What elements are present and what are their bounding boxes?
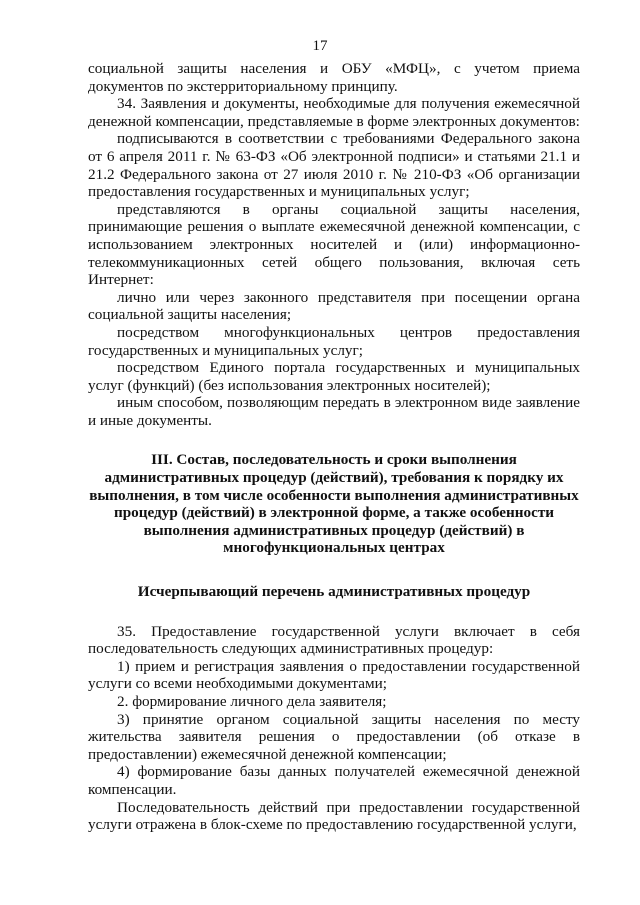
list-item: 2. формирование личного дела заявителя; [117,693,387,710]
paragraph: 35. Предоставление государственной услуги включает в себя последовательность следующих административных процедур: [88,622,580,658]
paragraph: подписываются в соответствии с требованиями Федерального закона от 6 апреля 2011 г. № 63-ФЗ «Об электронной подписи» и статьями 21.1 и 21.2 Федерального закона от 27 июля 2010 г. № 210-ФЗ «Об организации предоставления государственных и муниципальных услуг; [88,130,580,201]
list-item: 4) формирование базы данных получателей ежемесячной денежной компенсации. [88,763,580,798]
list-item: 1) прием и регистрация заявления о предоставлении государственной услуги со всеми необходимыми документами; [88,657,580,693]
paragraph: посредством Единого портала государственных и муниципальных услуг (функций) (без использования электронных носителей); [88,359,580,394]
paragraph: лично или через законного представителя при посещении органа социальной защиты населения; [88,288,580,324]
page-number: 17 [312,38,328,54]
paragraph: представляются в органы социальной защиты населения, принимающие решения о выплате ежемесячной денежной компенсации, с использованием электронных носителей и (или) информационно-телекоммуникационных сетей общего пользования, включая сеть Интернет: [88,200,580,289]
paragraph: иным способом, позволяющим передать в электронном виде заявление и иные документы. [88,394,580,429]
paragraph: посредством многофункциональных центров предоставления государственных и муниципальных услуг; [88,323,580,359]
subsection-heading: Исчерпывающий перечень административных процедур [137,583,531,601]
paragraph: Последовательность действий при предоставлении государственной услуги отражена в блок-схеме по предоставлению государственной услуги, [88,798,580,834]
list-item: 3) принятие органом социальной защиты населения по месту жительства заявителя решения о предоставлении (об отказе в предоставлении) ежемесячной денежной компенсации; [88,710,580,763]
section-heading: III. Состав, последовательность и сроки выполнения административных процедур (действий), требования к порядку их выполнения, в том числе особенности выполнения административных процедур (действий) в электронной форме, а также особенности выполнения административных процедур (действий) в многофункциональных центрах [89,451,579,557]
paragraph: 34. Заявления и документы, необходимые для получения ежемесячной денежной компенсации, представляемые в форме электронных документов: [88,95,580,130]
paragraph: социальной защиты населения и ОБУ «МФЦ», с учетом приема документов по экстерриториальному принципу. [88,60,580,95]
document-body [88,60,580,834]
